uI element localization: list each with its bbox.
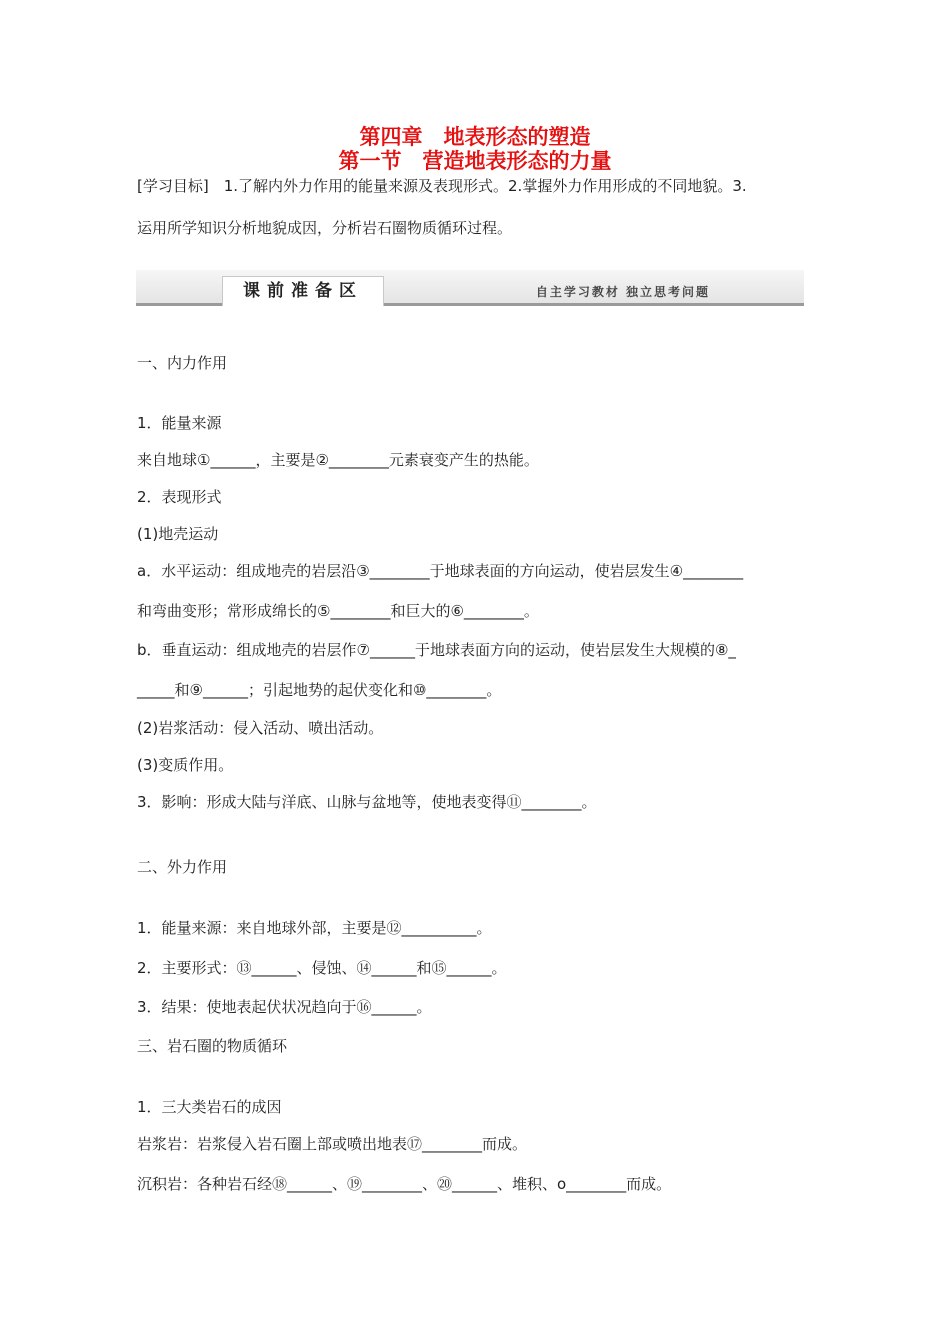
subitem-crustal-movement: (1)地壳运动 — [137, 525, 219, 543]
fill-in-line: 岩浆岩：岩浆侵入岩石圈上部或喷出地表⑰________而成。 — [137, 1135, 528, 1153]
item-energy-source: 1．能量来源 — [137, 414, 222, 432]
subitem-metamorphism: (3)变质作用。 — [137, 756, 234, 774]
item-forms: 2．表现形式 — [137, 488, 222, 506]
fill-in-line: 3．影响：形成大陆与洋底、山脉与盆地等，使地表变得⑪________。 — [137, 793, 597, 811]
section-banner — [136, 270, 804, 306]
fill-in-line: 1．能量来源：来自地球外部，主要是⑫__________。 — [137, 919, 492, 937]
banner-tab-label: 课前准备区 — [222, 276, 384, 306]
section-title: 第一节 营造地表形态的力量 — [338, 149, 612, 173]
subitem-magma-activity: (2)岩浆活动：侵入活动、喷出活动。 — [137, 719, 384, 737]
fill-in-line: a．水平运动：组成地壳的岩层沿③________于地球表面的方向运动，使岩层发生④________ — [137, 562, 744, 580]
fill-in-line: 来自地球①______，主要是②________元素衰变产生的热能。 — [137, 451, 539, 469]
fill-in-line: 2．主要形式：⑬______、侵蚀、⑭______和⑮______。 — [137, 959, 507, 977]
learning-goals-line-2: 运用所学知识分析地貌成因，分析岩石圈物质循环过程。 — [137, 219, 513, 237]
fill-in-line: 3．结果：使地表起伏状况趋向于⑯______。 — [137, 998, 432, 1016]
fill-in-line: 沉积岩：各种岩石经⑱______、⑲________、⑳______、堆积、o________而成。 — [137, 1175, 672, 1193]
heading-internal-forces: 一、内力作用 — [137, 354, 228, 372]
heading-rock-cycle: 三、岩石圈的物质循环 — [137, 1037, 288, 1055]
banner-right-text: 自主学习教材 独立思考问题 — [535, 285, 710, 299]
chapter-title: 第四章 地表形态的塑造 — [359, 125, 591, 149]
fill-in-line: b．垂直运动：组成地壳的岩层作⑦______于地球表面方向的运动，使岩层发生大规模的⑧_ — [137, 641, 736, 659]
learning-goals-line-1: [学习目标] 1.了解内外力作用的能量来源及表现形式。2.掌握外力作用形成的不同地貌。3. — [137, 177, 747, 195]
fill-in-line: _____和⑨______；引起地势的起伏变化和⑩________。 — [137, 681, 502, 699]
item-rock-origins: 1．三大类岩石的成因 — [137, 1098, 282, 1116]
heading-external-forces: 二、外力作用 — [137, 858, 228, 876]
fill-in-line: 和弯曲变形；常形成绵长的⑤________和巨大的⑥________。 — [137, 602, 539, 620]
